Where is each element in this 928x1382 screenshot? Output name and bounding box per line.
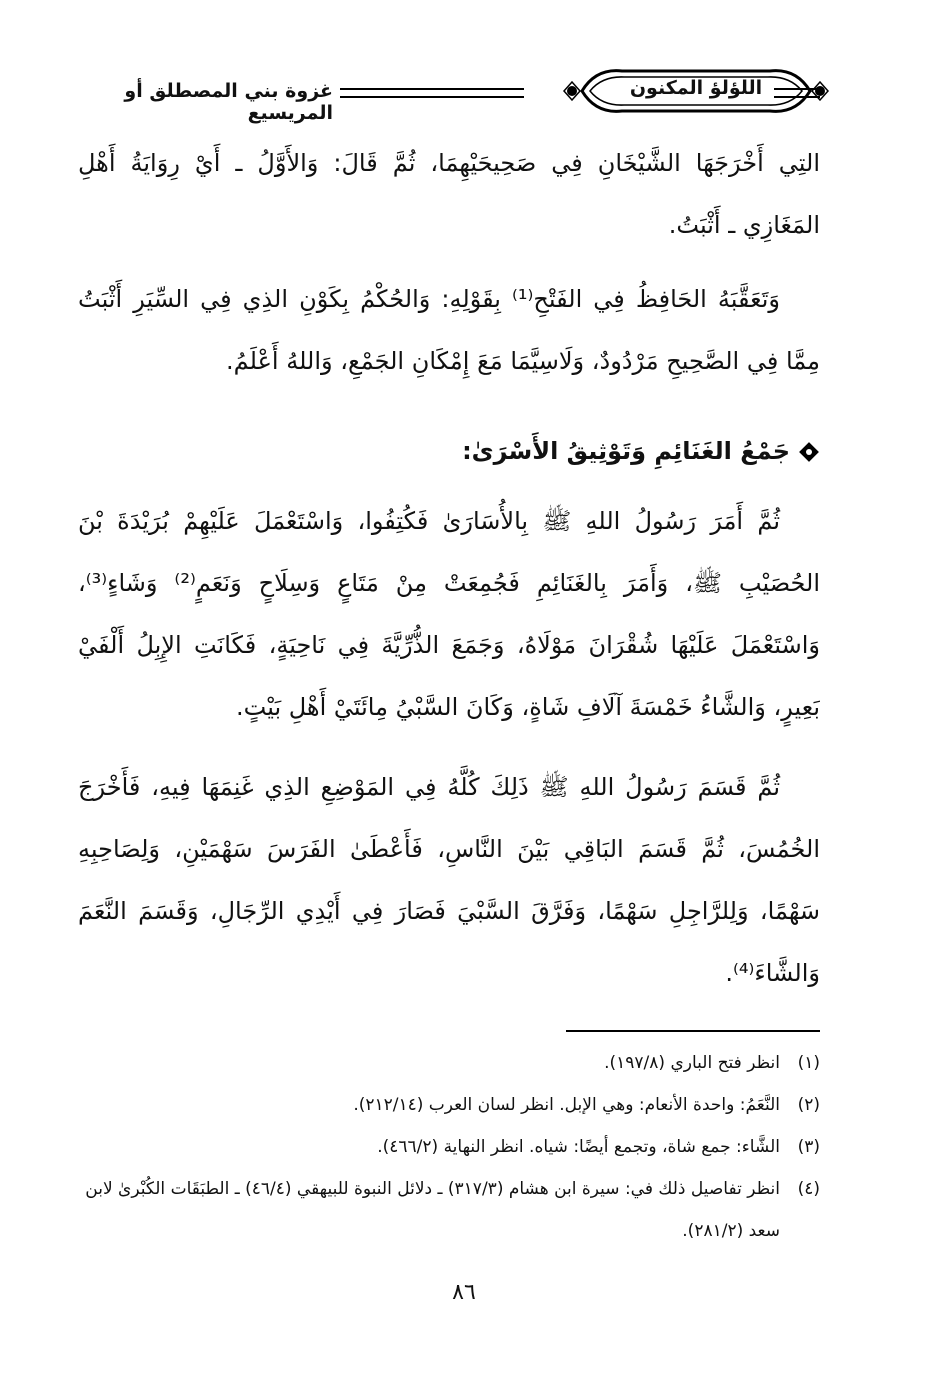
section-heading bbox=[78, 426, 820, 476]
footnote bbox=[78, 1042, 820, 1084]
text-line: بَعِيرٍ، وَالشَّاءُ خَمْسَةَ آلَافِ شَاةٍ، وَكَانَ السَّبْيُ مِائَتَيْ أَهْلِ بَيْتٍ. bbox=[236, 693, 820, 721]
footnote-separator bbox=[566, 1030, 820, 1032]
footnote-text: الشَّاء: جمع شاة، وتجمع أيضًا: شياه. انظر النهاية (٤٦٦/٢). bbox=[377, 1137, 780, 1157]
text-line: المَغَازِي ـ أَثْبَتُ. bbox=[668, 211, 820, 239]
header-chapter-title: غزوة بني المصطلق أو المريسيع bbox=[124, 80, 333, 124]
footnote-text: انظر فتح الباري (١٩٧/٨). bbox=[604, 1053, 780, 1073]
footnote bbox=[78, 1126, 820, 1168]
header-title-ornament bbox=[562, 62, 830, 120]
footnote-text: النَّعَمُ: واحدة الأنعام: وهي الإبل. انظر لسان العرب (٢١٢/١٤). bbox=[353, 1095, 780, 1115]
footnote-number: (١) bbox=[797, 1053, 820, 1073]
footnote-number: (٣) bbox=[797, 1137, 820, 1157]
text-line: سَهْمًا، وَلِلرَّاجِلِ سَهْمًا، وَفَرَّقَ السَّبْيَ فَصَارَ فِي أَيْدِي الرِّجَالِ، وَقَسَمَ النَّعَمَ bbox=[78, 897, 820, 925]
text-line: وَاسْتَعْمَلَ عَلَيْهَا شُقْرَانَ مَوْلَاهُ، وَجَمَعَ الذُّرِّيَّةَ فِي نَاحِيَةٍ، فَكَانَتِ الإِبِلُ أَلْفَيْ bbox=[78, 631, 820, 659]
text-line: مِمَّا فِي الصَّحِيحِ مَرْدُودٌ، وَلَاسِيَّمَا مَعَ إِمْكَانِ الجَمْعِ، وَاللهُ أَعْلَمُ. bbox=[226, 347, 820, 375]
text-line: الحُصَيْبِ ﷺ، وَأَمَرَ بِالغَنَائِمِ فَجُمِعَتْ مِنْ مَتَاعٍ وَسِلَاحٍ وَنَعَمٍ⁽²⁾ وَشَاءٍ⁽³⁾، bbox=[78, 569, 820, 597]
text-line: وَتَعَقَّبَهُ الحَافِظُ فِي الفَتْحِ⁽¹⁾ بِقَوْلِهِ: وَالحُكْمُ بِكَوْنِ الذِي فِي السِّيَرِ أَثْبَتُ bbox=[78, 285, 780, 313]
paragraph-4 bbox=[78, 756, 820, 1004]
paragraph-2 bbox=[78, 268, 820, 392]
footnotes bbox=[78, 1042, 820, 1252]
paragraph-1 bbox=[78, 132, 820, 256]
text-line: ثُمَّ أَمَرَ رَسُولُ اللهِ ﷺ بِالأُسَارَىٰ فَكُتِفُوا، وَاسْتَعْمَلَ عَلَيْهِمْ بُرَيْدَةَ بْنَ bbox=[78, 507, 780, 535]
footnote bbox=[78, 1168, 820, 1252]
text-line: التِي أَخْرَجَهَا الشَّيْخَانِ فِي صَحِيحَيْهِمَا، ثُمَّ قَالَ: وَالأَوَّلُ ـ أَيْ رِوَايَةُ أَهْلِ bbox=[78, 149, 820, 177]
page-number: ٨٦ bbox=[452, 1280, 476, 1305]
footnote-number: (٢) bbox=[797, 1095, 820, 1115]
text-line: ثُمَّ قَسَمَ رَسُولُ اللهِ ﷺ ذَلِكَ كُلَّهُ فِي المَوْضِعِ الذِي غَنِمَهَا فِيهِ، فَأَخْرَجَ bbox=[78, 773, 780, 801]
running-header bbox=[78, 62, 820, 122]
header-book-title: اللؤلؤ المكنون bbox=[629, 77, 763, 99]
section-heading-text: جَمْعُ الغَنَائِمِ وَتَوْثِيقُ الأَسْرَىٰ: bbox=[462, 437, 790, 465]
footnote-text: انظر تفاصيل ذلك في: سيرة ابن هشام (٣١٧/٣) ـ دلائل النبوة للبيهقي (٤٦/٤) ـ الطبَقَات الكُبْرىٰ لابن سعد (٢٨١/٢). bbox=[85, 1179, 780, 1241]
footnote-number: (٤) bbox=[797, 1179, 820, 1199]
footnote bbox=[78, 1084, 820, 1126]
header-rule-left bbox=[340, 88, 524, 98]
text-line: وَالشَّاءَ⁽⁴⁾. bbox=[725, 959, 820, 987]
paragraph-3 bbox=[78, 490, 820, 738]
section-bullet-icon bbox=[798, 441, 820, 463]
text-line: الخُمُسَ، ثُمَّ قَسَمَ البَاقِي بَيْنَ النَّاسِ، فَأَعْطَىٰ الفَرَسَ سَهْمَيْنِ، وَلِصَاحِبِهِ bbox=[78, 835, 820, 863]
